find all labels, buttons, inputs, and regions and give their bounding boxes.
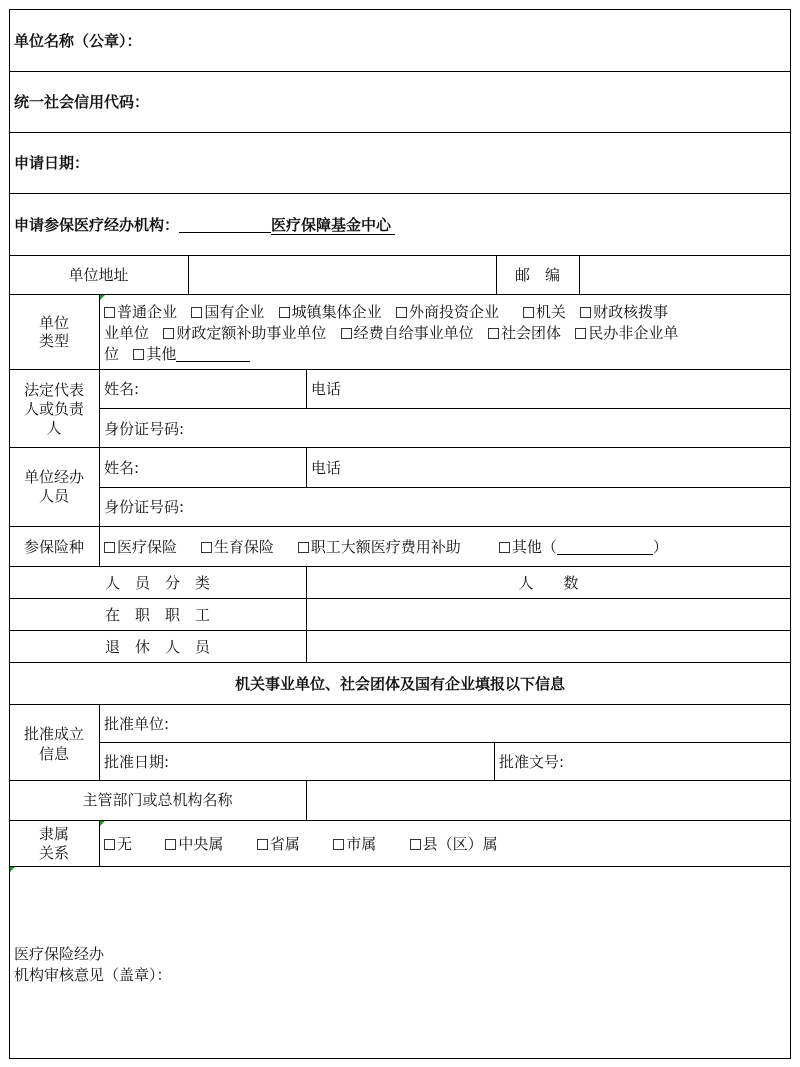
divider: [9, 369, 791, 370]
agency-name: 医疗保障基金中心: [271, 216, 395, 235]
handler-name: 姓名:: [104, 459, 140, 477]
divider: [99, 487, 791, 488]
divider: [306, 447, 307, 487]
divider: [9, 132, 791, 133]
address-label: 单位地址: [68, 266, 129, 284]
checkbox[interactable]: [163, 328, 174, 339]
section-title: 机关事业单位、社会团体及国有企业填报以下信息: [234, 675, 565, 693]
checkbox[interactable]: [410, 839, 421, 850]
checkbox[interactable]: [279, 307, 290, 318]
divider: [9, 71, 791, 72]
staff-category-header: 人 员 分 类: [104, 574, 210, 592]
checkbox[interactable]: [104, 839, 115, 850]
agency-prefix: 申请参保医疗经办机构：: [14, 216, 180, 234]
approval-date: 批准日期:: [104, 753, 170, 771]
agency-label: [14, 216, 395, 234]
divider: [99, 742, 791, 743]
handler-phone: 电话: [311, 459, 342, 477]
divider: [9, 526, 791, 527]
cell-marker: [10, 867, 15, 872]
divider: [9, 255, 791, 256]
affiliation-options: 无 中央属 省属 市属 县（区）属: [104, 834, 498, 854]
approval-label: 批准成立 信息: [23, 725, 84, 763]
divider: [9, 447, 791, 448]
postcode-label: 邮 编: [514, 266, 560, 284]
legal-rep-phone: 电话: [311, 380, 342, 398]
checkbox[interactable]: [488, 328, 499, 339]
unit-type-line-3: 位 其他: [104, 344, 250, 364]
divider: [9, 866, 791, 867]
checkbox[interactable]: [333, 839, 344, 850]
divider: [9, 566, 791, 567]
divider: [9, 704, 791, 705]
checkbox[interactable]: [201, 542, 212, 553]
divider: [9, 662, 791, 663]
unit-type-line-2: 业单位 财政定额补助事业单位 经费自给事业单位 社会团体 民办非企业单: [104, 324, 679, 342]
approval-unit: 批准单位:: [104, 715, 170, 733]
checkbox[interactable]: [104, 307, 115, 318]
apply-date-label: 申请日期：: [14, 154, 90, 172]
approval-doc-no: 批准文号:: [499, 753, 565, 771]
divider: [9, 780, 791, 781]
legal-rep-id: 身份证号码:: [104, 420, 185, 438]
review-label: 医疗保险经办 机构审核意见（盖章）：: [14, 945, 172, 984]
divider: [494, 742, 495, 780]
unit-name-label: 单位名称（公章）：: [14, 32, 142, 50]
credit-code-label: 统一社会信用代码：: [14, 93, 150, 111]
checkbox[interactable]: [165, 839, 176, 850]
legal-rep-label: 法定代表 人或负责 人: [23, 381, 84, 437]
divider: [99, 294, 100, 566]
agency-blank[interactable]: [179, 218, 271, 233]
cell-marker: [100, 295, 105, 300]
checkbox[interactable]: [575, 328, 586, 339]
divider: [306, 369, 307, 408]
divider: [9, 820, 791, 821]
divider: [9, 630, 791, 631]
divider: [99, 820, 100, 866]
unit-type-label: 单位 类型: [38, 314, 69, 350]
checkbox[interactable]: [580, 307, 591, 318]
checkbox[interactable]: [104, 542, 115, 553]
checkbox[interactable]: [523, 307, 534, 318]
divider: [579, 255, 580, 294]
authority-label: 主管部门或总机构名称: [82, 791, 233, 809]
staff-row-active: 在 职 职 工: [104, 606, 210, 624]
staff-row-retired: 退 休 人 员: [104, 638, 210, 656]
checkbox[interactable]: [257, 839, 268, 850]
divider: [9, 294, 791, 295]
unit-type-line-1: 普通企业 国有企业 城镇集体企业 外商投资企业 机关 财政核拨事: [104, 302, 668, 322]
divider: [99, 704, 100, 780]
form-frame: [9, 9, 791, 1059]
divider: [9, 193, 791, 194]
staff-count-header: 人 数: [518, 574, 579, 592]
divider: [99, 408, 791, 409]
checkbox[interactable]: [191, 307, 202, 318]
affiliation-label: 隶属 关系: [38, 825, 69, 862]
handler-id: 身份证号码:: [104, 498, 185, 516]
other-insurance-blank[interactable]: [557, 540, 653, 555]
checkbox[interactable]: [341, 328, 352, 339]
checkbox[interactable]: [396, 307, 407, 318]
divider: [306, 780, 307, 820]
cell-marker: [100, 821, 105, 826]
checkbox[interactable]: [499, 542, 510, 553]
handler-label: 单位经办 人员: [23, 468, 84, 505]
insurance-label: 参保险种: [23, 538, 84, 556]
legal-rep-name: 姓名:: [104, 380, 140, 398]
checkbox[interactable]: [133, 349, 144, 360]
divider: [9, 598, 791, 599]
divider: [188, 255, 189, 294]
other-type-blank[interactable]: [176, 347, 250, 362]
checkbox[interactable]: [298, 542, 309, 553]
insurance-options: 医疗保险 生育保险 职工大额医疗费用补助 其他（ ）: [104, 537, 668, 557]
